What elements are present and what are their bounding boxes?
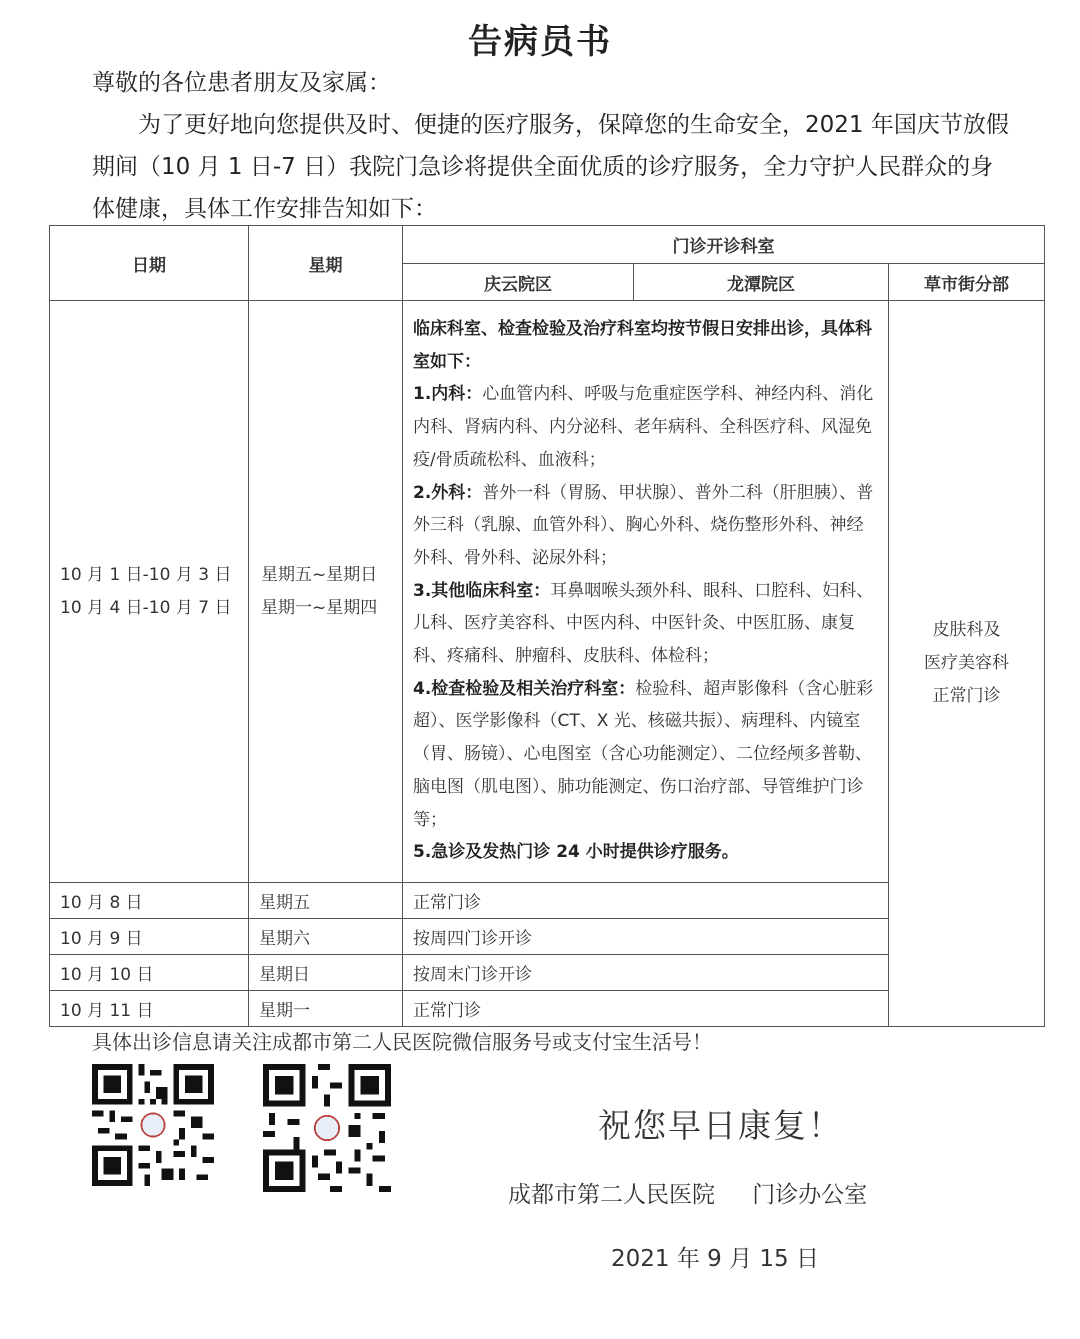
alipay-qr-code-icon [262,1064,392,1192]
header-date: 日期 [50,226,249,301]
signature: 成都市第二人民医院 门诊办公室 [508,1182,868,1208]
table-row: 10 月 8 日 星期五 正常门诊 [50,883,1045,919]
departments-intro: 临床科室、检查检验及治疗科室均按节假日安排出诊，具体科室如下： [413,319,872,372]
dept-item-examination: 4.检查检验及相关治疗科室：检验科、超声影像科（含心脏彩超）、医学影像科（CT、X 光、核磁共振）、病理科、内镜室（胃、肠镜）、心电图室（含心功能测定）、二位经颅多普勒、脑电图（肌电图）、肺功能测定、伤口治疗部、导管维护门诊等； [413,678,874,830]
table-row: 10 月 11 日 星期一 正常门诊 [50,991,1045,1027]
header-qingyun: 庆云院区 [403,264,634,301]
holiday-week-2: 星期一~星期四 [261,597,378,618]
holiday-dates-cell [50,301,249,883]
dept-item-other: 3.其他临床科室：耳鼻咽喉头颈外科、眼科、口腔科、妇科、儿科、医疗美容科、中医内科、中医针灸、中医肛肠、康复科、疼痛科、肿瘤科、皮肤科、体检科； [413,580,874,667]
dept-item-emergency: 5.急诊及发热门诊 24 小时提供诊疗服务。 [413,842,739,863]
header-longtan: 龙潭院区 [634,264,889,301]
holiday-date-2: 10 月 4 日-10 月 7 日 [60,597,232,618]
header-week: 星期 [249,226,403,301]
holiday-weeks-cell [249,301,403,883]
table-row: 10 月 10 日 星期日 按周末门诊开诊 [50,955,1045,991]
greeting: 尊敬的各位患者朋友及家属： [92,70,391,96]
holiday-date-1: 10 月 1 日-10 月 3 日 [60,564,232,585]
table-row: 10 月 9 日 星期六 按周四门诊开诊 [50,919,1045,955]
wechat-qr-code-icon [92,1064,214,1186]
header-caoshi: 草市街分部 [889,264,1045,301]
intro-paragraph: 为了更好地向您提供及时、便捷的医疗服务，保障您的生命安全，2021 年国庆节放假期间（10 月 1 日-7 日）我院门急诊将提供全面优质的诊疗服务，全力守护人民群众的身体健康，具体工作安排告知如下： [92,112,1009,222]
issue-date: 2021 年 9 月 15 日 [611,1246,819,1272]
schedule-table [49,225,1045,1027]
header-outpatient: 门诊开诊科室 [403,226,1045,264]
page-title: 告病员书 [468,22,612,62]
wish-text: 祝您早日康复！ [598,1106,843,1145]
holiday-departments-cell [403,301,889,883]
dept-item-surgery: 2.外科：普外一科（胃肠、甲状腺）、普外二科（肝胆胰）、普外三科（乳腺、血管外科）、胸心外科、烧伤整形外科、神经外科、骨外科、泌尿外科； [413,482,874,568]
caoshi-cell: 皮肤科及 医疗美容科 正常门诊 [889,301,1045,1027]
follow-notice: 具体出诊信息请关注成都市第二人民医院微信服务号或支付宝生活号！ [92,1030,712,1054]
dept-item-internal: 1.内科：心血管内科、呼吸与危重症医学科、神经内科、消化内科、肾病内科、内分泌科、老年病科、全科医疗科、风湿免疫/骨质疏松科、血液科； [413,384,874,470]
holiday-week-1: 星期五~星期日 [261,564,378,585]
